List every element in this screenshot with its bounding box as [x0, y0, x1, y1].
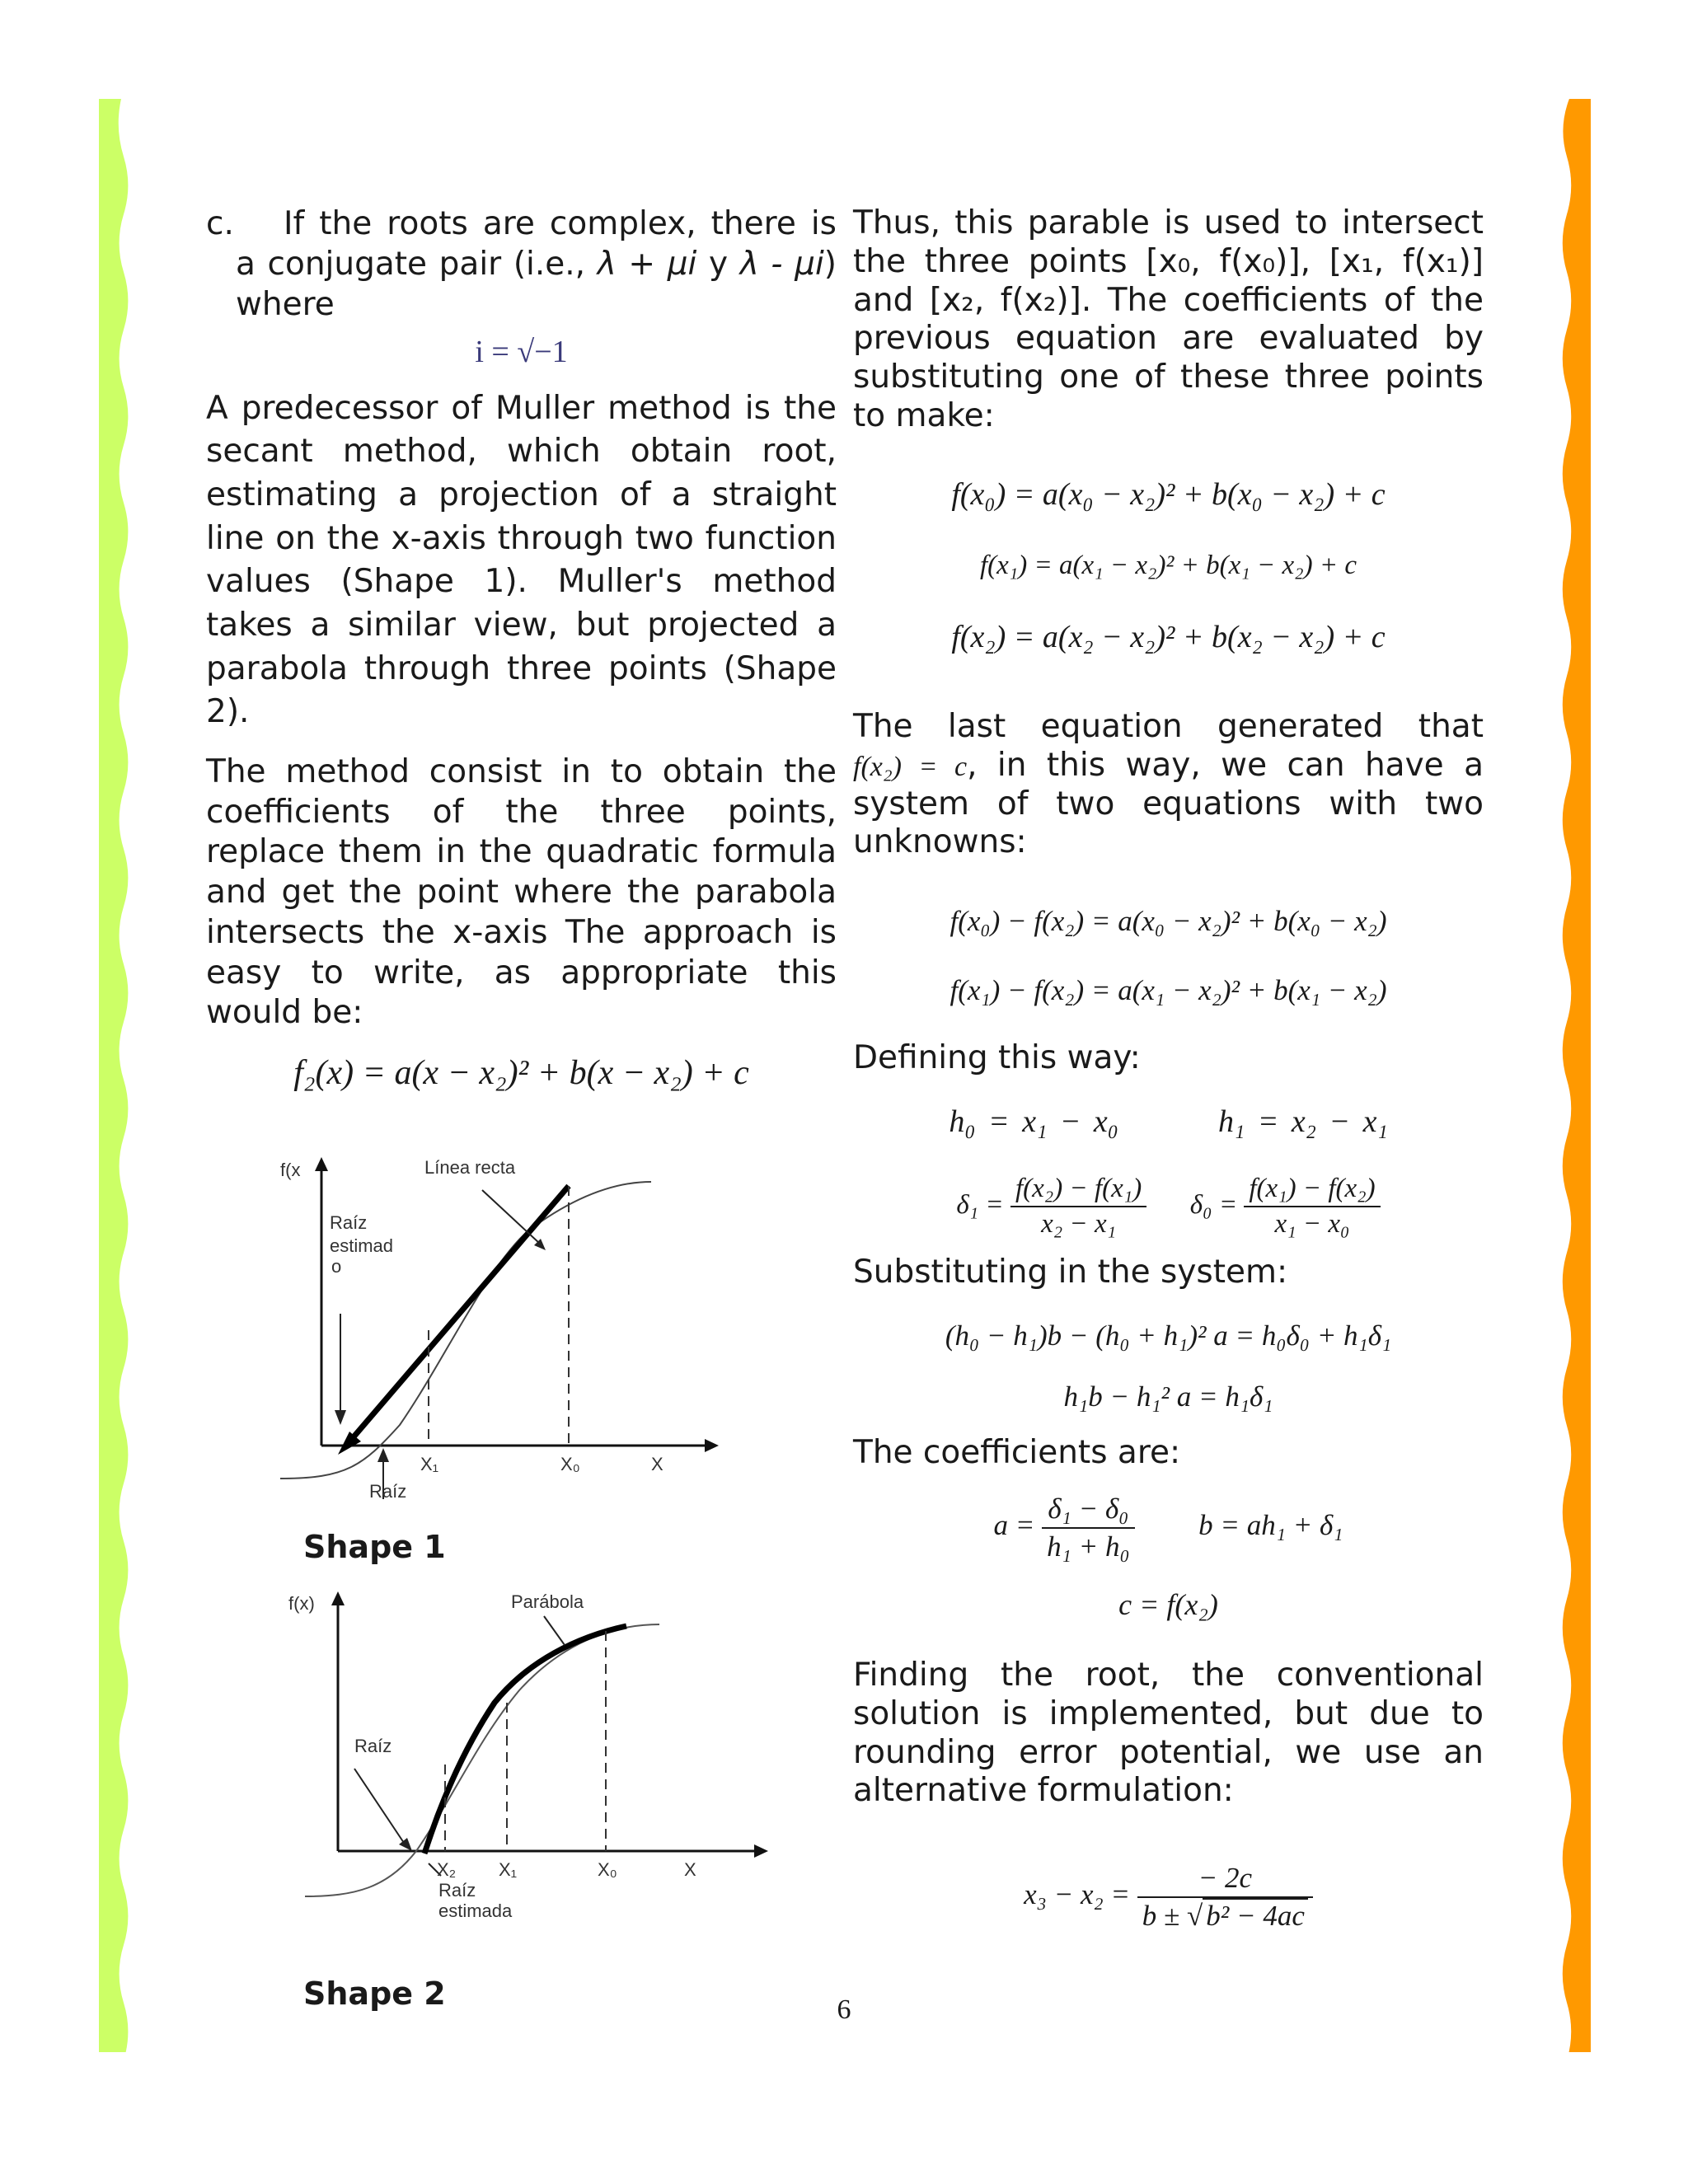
equation-1: f(x₀) = a(x₀ − x₂)² + b(x₀ − x₂) + c	[951, 476, 1386, 512]
fig2-root-estimate-2: estimada	[438, 1900, 513, 1922]
right-column	[853, 204, 1484, 1934]
fig1-y-axis-label: f(x	[280, 1159, 301, 1180]
wavy-band-shape	[99, 99, 148, 2052]
h0-definition: h₀ = x₁ − x₀	[949, 1104, 1118, 1140]
delta0-fraction: $\frac{\text{f(x₁) − f(x₂)}}{\text{x₁ − x₀}}$	[1244, 1172, 1380, 1242]
h1-definition: h₁ = x₂ − x₁	[1218, 1104, 1388, 1140]
band-fill	[1563, 99, 1591, 2052]
wavy-band-shape	[1543, 99, 1591, 2052]
parabola-curve	[424, 1626, 626, 1854]
fig1-root-label: Raíz	[369, 1480, 407, 1499]
x-axis-arrow-icon	[754, 1844, 768, 1858]
coefficients-label: The coefficients are:	[853, 1433, 1181, 1471]
shape-1-caption: Shape 1	[303, 1528, 446, 1565]
root-pointer	[354, 1769, 404, 1843]
c-coefficient: c = f(x₂)	[1118, 1587, 1218, 1621]
left-decorative-band	[99, 99, 148, 2052]
secant-line	[346, 1186, 569, 1446]
line-label-pointer	[482, 1190, 540, 1244]
defining-label: Defining this way:	[853, 1038, 1141, 1076]
figure-shape-2	[247, 1583, 808, 1929]
fig2-root-estimate-1: Raíz	[438, 1880, 476, 1901]
equation-3: f(x₂) = a(x₂ − x₂)² + b(x₂ − x₂) + c	[951, 619, 1386, 654]
b-coefficient: b = ah₁ + δ₁	[1198, 1509, 1343, 1542]
root-pointer-arrow-icon	[377, 1448, 389, 1462]
a-fraction: $\frac{\text{δ₁ − δ₀}}{\text{h₁ + h₀}}$	[1042, 1491, 1134, 1565]
fig1-x0-label: X₀	[560, 1453, 580, 1474]
paragraph-secant: A predecessor of Muller method is the secant method, which obtain root, estimating a projection of a straight line on the x-axis through two function values (Shape 1). Muller's method takes a similar view, but projected a parabola through three points (Shape 2).	[206, 389, 837, 731]
right-decorative-band	[1543, 99, 1591, 2052]
fig1-root-estimate-3: o	[331, 1255, 342, 1277]
fig1-root-estimate-2: estimad	[330, 1235, 394, 1256]
left-column	[206, 204, 837, 2014]
fig2-parabola-label: Parábola	[511, 1591, 584, 1613]
shape-2-caption: Shape 2	[303, 1975, 446, 2013]
system-equation-2: h₁b − h₁² a = h₁δ₁	[1063, 1380, 1273, 1413]
parabola-equation: f₂(x) = a(x − x₂)² + b(x − x₂) + c	[293, 1054, 749, 1093]
fig2-x-label: X	[684, 1859, 696, 1881]
x3-formula: x₃ − x₂ = $\frac{- 2c}{\text{b ± √ b² − 4ac}}$	[853, 1860, 1484, 1934]
delta-definitions: δ₁ = $\frac{\text{f(x₂) − f(x₁)}}{\text{x₂ − x₁}}$ δ₀ = $\frac{\text{f(x₁) − f(x₂)}}{\text{x₁ − x₀}}$	[853, 1172, 1484, 1242]
list-item-c: c. If the roots are complex, there is a conjugate pair (i.e., λ + μi y λ - μi) where	[206, 205, 837, 323]
equation-5: f(x₁) − f(x₂) = a(x₁ − x₂)² + b(x₁ − x₂)	[950, 973, 1387, 1006]
paragraph-parable: Thus, this parable is used to intersect the three points [x₀, f(x₀)], [x₁, f(x₁)] and [x₂, f(x₂)]. The coefficients of the previous equation are evaluated by substituting one of these three points to make:	[853, 204, 1484, 434]
x-axis-arrow-icon	[705, 1439, 719, 1452]
h-definitions	[853, 1103, 1484, 1142]
fig2-root-label: Raíz	[354, 1736, 392, 1757]
imaginary-unit-equation: i = √−1	[475, 335, 568, 370]
fig2-x0-label: X₀	[598, 1859, 617, 1881]
fx2-equals-c: f(x₂) = c	[853, 751, 968, 782]
page-number: 6	[837, 1994, 851, 2025]
parabola-label-pointer	[544, 1616, 565, 1645]
paragraph-method: The method consist in to obtain the coefficients of the three points, replace them in the quadratic formula and get the point where the parabola intersects the x-axis The approach is easy to write, as appropriate this would be:	[206, 752, 837, 1032]
equation-2: f(x₁) = a(x₁ − x₂)² + b(x₁ − x₂) + c	[979, 551, 1357, 581]
system-equation-1: (h₀ − h₁)b − (h₀ + h₁)² a = h₀δ₀ + h₁δ₁	[945, 1319, 1392, 1352]
paragraph-last-equation: The last equation generated that f(x₂) = c, in this way, we can have a system of two equations with two unknowns:	[853, 708, 1484, 861]
fig1-line-label: Línea recta	[424, 1156, 516, 1178]
equation-4: f(x₀) − f(x₂) = a(x₀ − x₂)² + b(x₀ − x₂)	[950, 905, 1387, 938]
paragraph-root: Finding the root, the conventional solution is implemented, but due to rounding error potential, we use an alternative formulation:	[853, 1656, 1484, 1810]
sqrt-icon: √	[1187, 1899, 1203, 1932]
fig2-x2-label: X₂	[437, 1859, 457, 1881]
list-marker: c.	[206, 205, 234, 242]
delta1-fraction: $\frac{\text{f(x₂) − f(x₁)}}{\text{x₂ − x₁}}$	[1010, 1172, 1146, 1242]
x3-fraction: $\frac{- 2c}{\text{b ± √ b² − 4ac}}$	[1137, 1860, 1313, 1934]
band-fill	[99, 99, 128, 2052]
fig1-root-estimate-1: Raíz	[330, 1212, 368, 1233]
ab-coefficients: a = $\frac{\text{δ₁ − δ₀}}{\text{h₁ + h₀}}$ b = ah₁ + δ₁	[853, 1491, 1484, 1565]
figure-shape-1	[256, 1153, 783, 1499]
fig1-x1-label: X₁	[420, 1453, 439, 1474]
fig2-y-axis-label: f(x)	[288, 1593, 315, 1615]
substituting-label: Substituting in the system:	[853, 1254, 1288, 1291]
fig1-x-label: X	[651, 1453, 663, 1474]
y-axis-arrow-icon	[315, 1157, 328, 1171]
root-estimate-pointer-arrow-icon	[335, 1410, 346, 1425]
fig2-x1-label: X₁	[499, 1859, 518, 1881]
y-axis-arrow-icon	[331, 1591, 345, 1605]
